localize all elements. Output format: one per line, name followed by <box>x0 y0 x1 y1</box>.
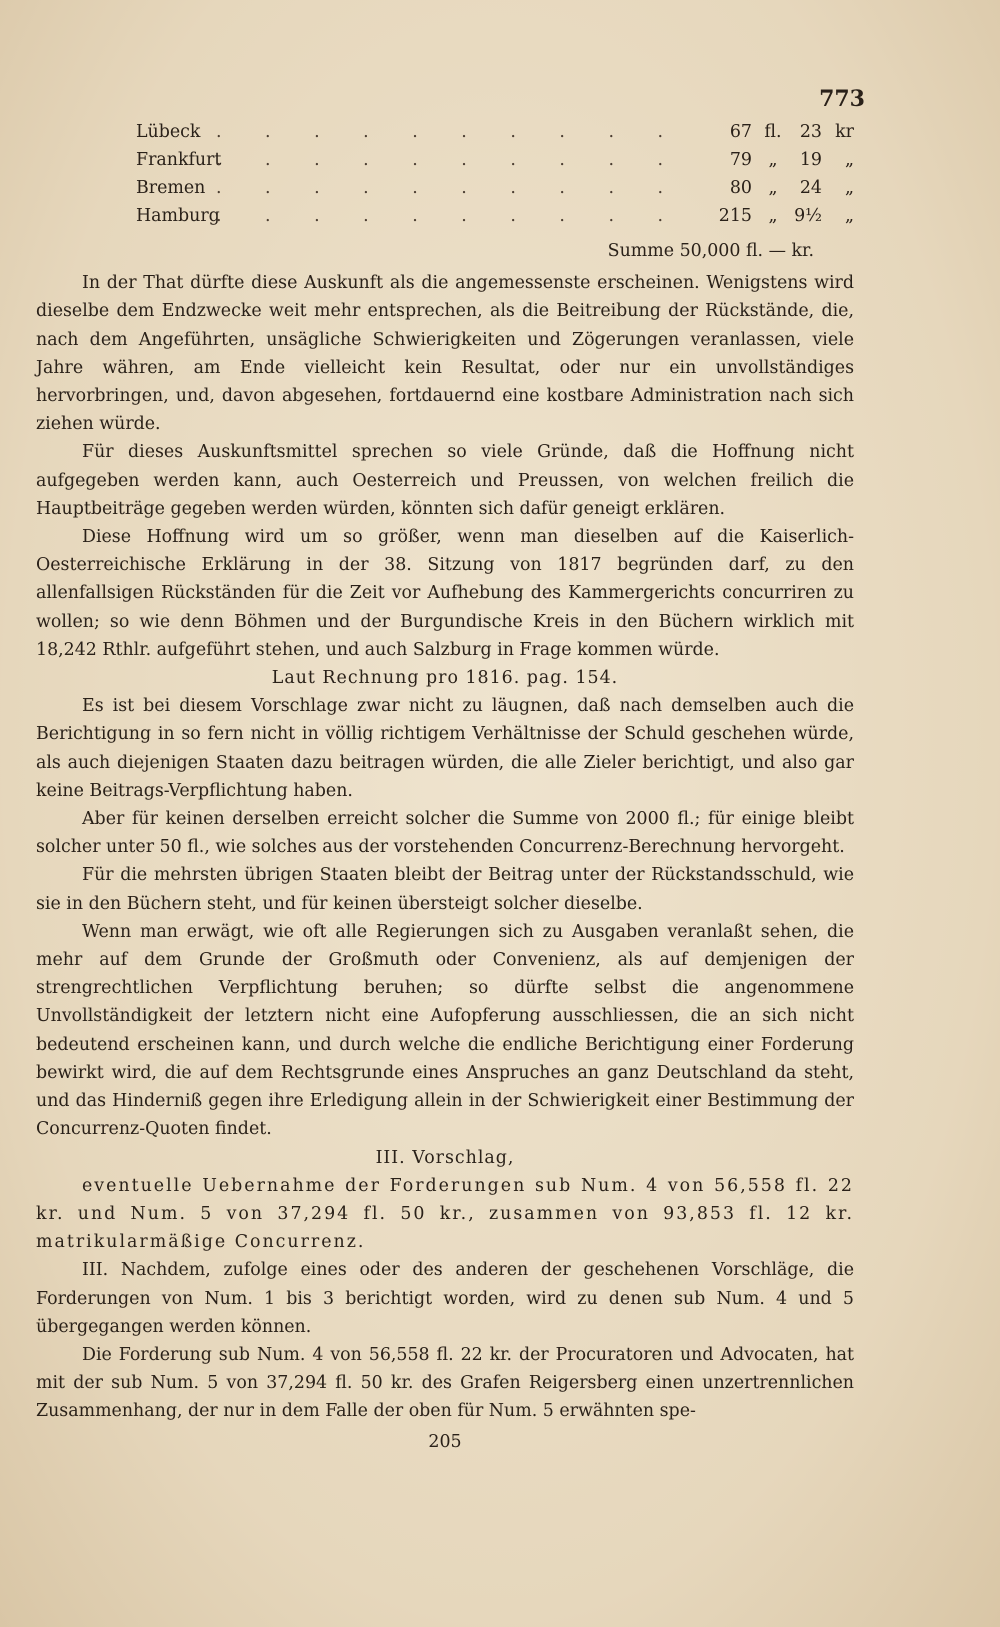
city-name: Lübeck <box>136 122 201 142</box>
table-row <box>36 174 854 202</box>
paragraph: Für dieses Auskunftsmittel sprechen so viele Gründe, daß die Hoffnung nicht aufgegeben werden kann, auch Oesterreich und Preussen, von welchen freilich die Hauptbeiträge gegeben werden würden, könnten sich dafür geneigt erklären. <box>36 442 854 519</box>
kreuzer-value: 19 <box>799 150 822 170</box>
table-row <box>36 146 854 174</box>
city-name: Hamburg <box>136 206 220 226</box>
table-row <box>36 118 854 146</box>
gulden-unit: „ <box>768 178 778 198</box>
kreuzer-unit: „ <box>844 178 854 198</box>
sum-line: Summe 50,000 fl. — kr. <box>607 241 814 261</box>
paragraph: Die Forderung sub Num. 4 von 56,558 fl. 22 kr. der Procuratoren und Advocaten, hat mit der sub Num. 5 von 37,294 fl. 50 kr. des Grafen Reigersberg einen unzertrennlichen Zusammenhang, der nur in dem Falle der oben für Num. 5 erwähnten spe- <box>36 1344 854 1422</box>
reference-line: Laut Rechnung pro 1816. pag. 154. <box>271 668 619 689</box>
leader-dots: . . . . . . . . . . <box>216 150 683 170</box>
city-name: Bremen <box>136 178 206 198</box>
gulden-unit: „ <box>768 150 778 170</box>
paragraph: Für die mehrsten übrigen Staaten bleibt der Beitrag unter der Rückstandsschuld, wie sie in den Büchern steht, und für keinen übersteigt solcher dieselbe. <box>36 865 854 914</box>
leader-dots: . . . . . . . . . . <box>216 178 683 198</box>
gulden-value: 67 <box>729 122 752 142</box>
gulden-unit: fl. <box>764 122 782 142</box>
gulden-value: 80 <box>729 178 752 198</box>
paragraph: Diese Hoffnung wird um so größer, wenn man dieselben auf die Kaiserlich-Oesterreichische Erklärung in der 38. Sitzung von 1817 begründen darf, zu den allenfallsigen Rückständen für die Zeit vor Aufhebung des Kammergerichts concurriren zu wollen; so wie denn Böhmen und der Burgundische Kreis in den Büchern wirklich mit 18,242 Rthlr. aufgeführt stehen, und auch Salzburg in Frage kommen würde. <box>36 527 854 660</box>
city-name: Frankfurt <box>136 150 222 170</box>
contribution-table <box>36 118 854 265</box>
kreuzer-value: 9½ <box>794 206 822 226</box>
leader-dots: . . . . . . . . . . <box>216 206 683 226</box>
kreuzer-unit: „ <box>844 150 854 170</box>
table-row <box>36 202 854 230</box>
paragraph: Aber für keinen derselben erreicht solcher die Summe von 2000 fl.; für einige bleibt solcher unter 50 fl., wie solches aus der vorstehenden Concurrenz-Berechnung hervorgeht. <box>36 809 854 858</box>
kreuzer-value: 23 <box>799 122 822 142</box>
paragraph: In der That dürfte diese Auskunft als die angemessenste erscheinen. Wenigstens wird dieselbe dem Endzwecke weit mehr entsprechen, als die Beitreibung der Rückstände, die, nach dem Angeführten, unsägliche Schwierigkeiten und Zögerungen veranlassen, viele Jahre währen, am Ende vielleicht kein Resultat, oder nur ein unvollständiges hervorbringen, und, davon abgesehen, fortdauernd eine kostbare Administration nach sich ziehen würde. <box>36 273 854 435</box>
signature-mark: 205 <box>428 1431 462 1452</box>
leader-dots: . . . . . . . . . . <box>216 122 683 142</box>
section-heading: III. Vorschlag, <box>375 1147 515 1168</box>
kreuzer-value: 24 <box>799 178 822 198</box>
kreuzer-unit: „ <box>844 206 854 226</box>
gulden-unit: „ <box>768 206 778 226</box>
page-number: 773 <box>819 86 865 112</box>
gulden-value: 79 <box>729 150 752 170</box>
text-column <box>36 118 854 1456</box>
paragraph: Wenn man erwägt, wie oft alle Regierungen sich zu Ausgaben veranlaßt sehen, die mehr auf dem Grunde der Großmuth oder Convenienz, als auf demjenigen der strengrechtlichen Verpflichtung beruhen; so dürfte selbst die angenommene Unvollständigkeit der letztern nicht eine Aufopferung ausschliessen, die an sich nicht bedeutend erscheinen kann, und durch welche die endliche Berichtigung einer Forderung bewirkt wird, die auf dem Rechtsgrunde eines Anspruches an ganz Deutschland da steht, und das Hinderniß gegen ihre Erledigung allein in der Schwierigkeit einer Bestimmung der Concurrenz-Quoten findet. <box>36 921 854 1140</box>
paragraph: III. Nachdem, zufolge eines oder des anderen der geschehenen Vorschläge, die Forderungen von Num. 1 bis 3 berichtigt worden, wird zu denen sub Num. 4 und 5 übergegangen werden können. <box>36 1260 854 1337</box>
section-subheading: eventuelle Uebernahme der Forderungen sub Num. 4 von 56,558 fl. 22 kr. und Num. 5 von 37,294 fl. 50 kr., zusammen von 93,853 fl. 12 kr. matrikularmäßige Concurrenz. <box>36 1175 854 1253</box>
kreuzer-unit: kr <box>835 122 854 142</box>
gulden-value: 215 <box>718 206 752 226</box>
paragraph: Es ist bei diesem Vorschlage zwar nicht zu läugnen, daß nach demselben auch die Berichtigung in so fern nicht in völlig richtigem Verhältnisse der Schuld geschehen würde, als auch diejenigen Staaten dazu beitragen würden, die alle Zieler berichtigt, und also gar keine Beitrags-Verpflichtung haben. <box>36 696 854 801</box>
